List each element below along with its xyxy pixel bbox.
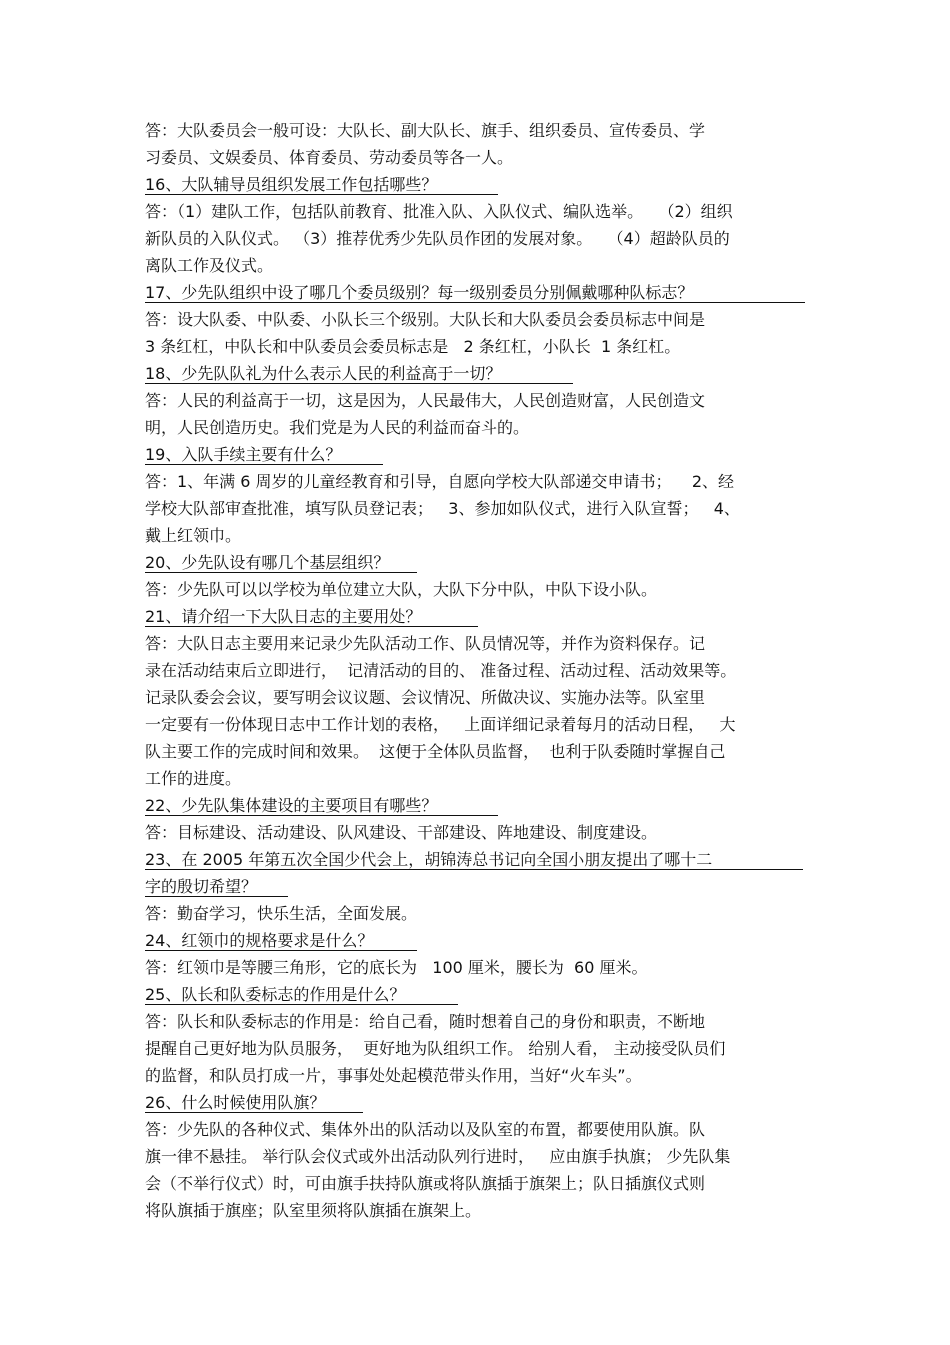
answer-line: 一定要有一份体现日志中工作计划的表格， 上面详细记录着每月的活动日程， 大: [145, 715, 736, 734]
answer-line: 记录队委会会议，要写明会议议题、会议情况、所做决议、实施办法等。队室里: [145, 688, 706, 707]
question-line: 21、请介绍一下大队日志的主要用处？: [145, 606, 478, 627]
question-line: 26、什么时候使用队旗？: [145, 1092, 363, 1113]
answer-line: 明，人民创造历史。我们党是为人民的利益而奋斗的。: [145, 418, 530, 437]
question-line: 16、大队辅导员组织发展工作包括哪些？: [145, 174, 498, 195]
answer-line: 会（不举行仪式）时，可由旗手扶持队旗或将队旗插于旗架上；队日插旗仪式则: [145, 1174, 706, 1193]
answer-line: 习委员、文娱委员、体育委员、劳动委员等各一人。: [145, 148, 514, 167]
answer-line: 离队工作及仪式。: [145, 256, 274, 275]
answer-line: 戴上红领巾。: [145, 526, 242, 545]
answer-line: 答：设大队委、中队委、小队长三个级别。大队长和大队委员会委员标志中间是: [145, 310, 706, 329]
question-line: 19、入队手续主要有什么？: [145, 444, 383, 465]
question-line: 25、队长和队委标志的作用是什么？: [145, 984, 458, 1005]
answer-line: 答：人民的利益高于一切，这是因为，人民最伟大，人民创造财富，人民创造文: [145, 391, 706, 410]
answer-line: 答：大队委员会一般可设：大队长、副大队长、旗手、组织委员、宣传委员、学: [145, 121, 706, 140]
answer-line: 答：队长和队委标志的作用是：给自己看，随时想着自己的身份和职责，不断地: [145, 1012, 706, 1031]
answer-line: 旗一律不悬挂。 举行队会仪式或外出活动队列行进时， 应由旗手执旗； 少先队集: [145, 1147, 731, 1166]
answer-line: 新队员的入队仪式。 （3）推荐优秀少先队员作团的发展对象。 （4）超龄队员的: [145, 229, 730, 248]
answer-line: 答：红领巾是等腰三角形，它的底长为 100 厘米，腰长为 60 厘米。: [145, 958, 648, 977]
answer-line: 队主要工作的完成时间和效果。 这便于全体队员监督， 也利于队委随时掌握自己: [145, 742, 726, 761]
answer-line: 录在活动结束后立即进行， 记清活动的目的、 准备过程、活动过程、活动效果等。: [145, 661, 737, 680]
answer-line: 答：大队日志主要用来记录少先队活动工作、队员情况等，并作为资料保存。记: [145, 634, 706, 653]
answer-line: 3 条红杠，中队长和中队委员会委员标志是 2 条红杠，小队长 1 条红杠。: [145, 337, 681, 356]
answer-line: 提醒自己更好地为队员服务， 更好地为队组织工作。 给别人看， 主动接受队员们: [145, 1039, 726, 1058]
answer-line: 答：（1）建队工作，包括队前教育、批准入队、入队仪式、编队选举。 （2）组织: [145, 202, 733, 221]
answer-line: 学校大队部审查批准，填写队员登记表； 3、参加如队仪式，进行入队宣誓； 4、: [145, 499, 740, 518]
answer-line: 答：目标建设、活动建设、队风建设、干部建设、阵地建设、制度建设。: [145, 823, 658, 842]
answer-line: 工作的进度。: [145, 769, 242, 788]
question-line: 20、少先队设有哪几个基层组织？: [145, 552, 417, 573]
question-line: 字的殷切希望？: [145, 876, 288, 897]
question-line: 17、少先队组织中设了哪几个委员级别？每一级别委员分别佩戴哪种队标志？: [145, 282, 805, 303]
question-line: 23、在 2005 年第五次全国少代会上，胡锦涛总书记向全国小朋友提出了哪十二: [145, 849, 803, 870]
answer-line: 答：1、年满 6 周岁的儿童经教育和引导，自愿向学校大队部递交申请书； 2、经: [145, 472, 735, 491]
answer-line: 将队旗插于旗座；队室里须将队旗插在旗架上。: [145, 1201, 482, 1220]
answer-line: 答：少先队的各种仪式、集体外出的队活动以及队室的布置，都要使用队旗。队: [145, 1120, 706, 1139]
question-line: 22、少先队集体建设的主要项目有哪些？: [145, 795, 498, 816]
question-line: 18、少先队队礼为什么表示人民的利益高于一切？: [145, 363, 573, 384]
question-line: 24、红领巾的规格要求是什么？: [145, 930, 417, 951]
answer-line: 的监督，和队员打成一片，事事处处起模范带头作用，当好“火车头”。: [145, 1066, 642, 1085]
answer-line: 答：勤奋学习，快乐生活，全面发展。: [145, 904, 418, 923]
answer-line: 答：少先队可以以学校为单位建立大队，大队下分中队，中队下设小队。: [145, 580, 658, 599]
